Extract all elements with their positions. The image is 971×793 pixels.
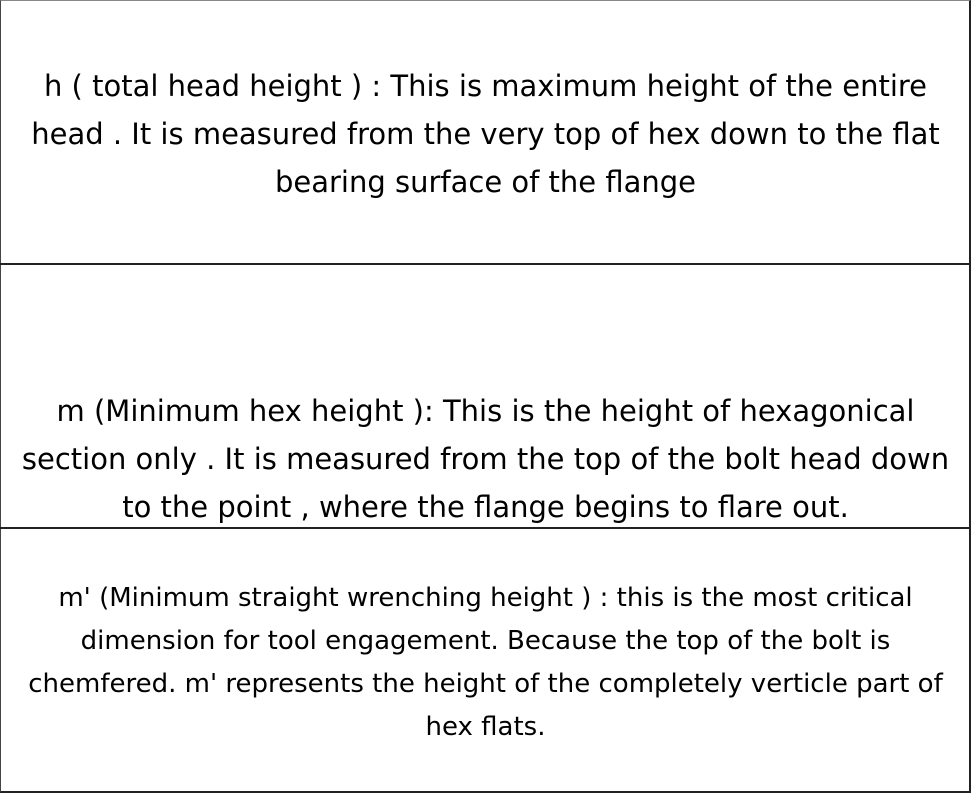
row-divider — [0, 527, 971, 529]
row-divider — [0, 263, 971, 265]
row-total-head-height-text: h ( total head height ) : This is maximum height of the entire head . It is measured from the very top of hex down to the flat bearing surface of the flange — [31, 69, 940, 199]
row-minimum-wrenching-height-text: m' (Minimum straight wrenching height ) : this is the most critical dimension for tool engagement. Because the top of the bolt is chemfered. m' represents the height of the completely verticle part of hex flats. — [28, 583, 943, 742]
row-minimum-hex-height-text: m (Minimum hex height ): This is the height of hexagonical section only . It is measured from the top of the bolt head down to the point , where the flange begins to flare out. — [21, 394, 950, 524]
